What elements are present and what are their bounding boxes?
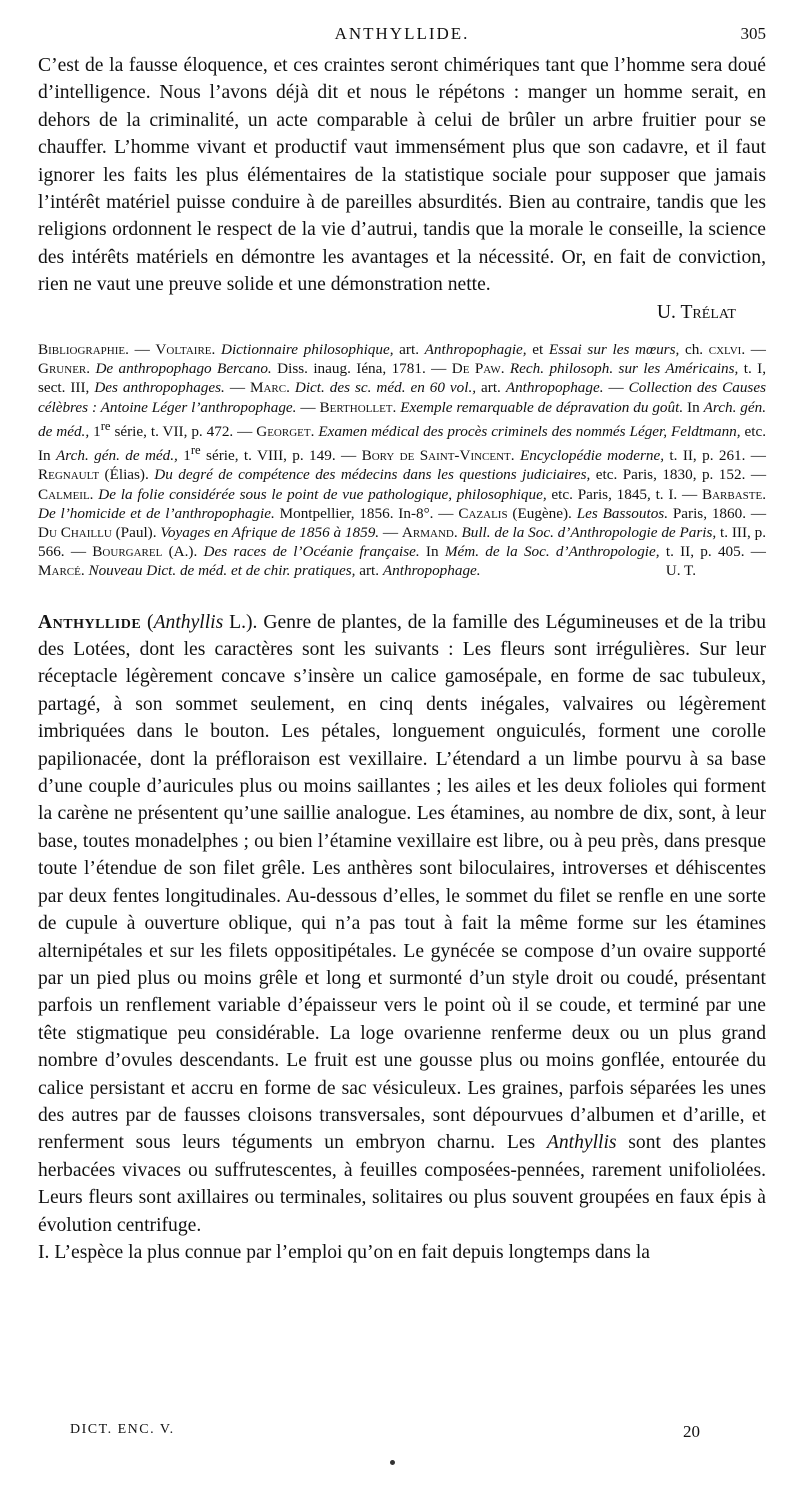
biblio-author: Armand. bbox=[401, 524, 458, 542]
author-signature: U. Trélat bbox=[656, 301, 736, 323]
signature-line bbox=[38, 299, 766, 326]
biblio-title: Anthropophage. bbox=[382, 562, 481, 580]
biblio-title: Arch. gén. de méd., bbox=[56, 447, 178, 465]
article-text: Genre de plantes, de la famille des Légumineuses et de la tribu des Lotées, dont les caractères sont les suivants : Les fleurs sont irrégulières. Sur leur réceptacle légèrement concave s’insère un calice gamosépale, en forme de sac tubuleux, partagé, à son sommet seulement, en cinq dents inégales, valvaires ou légèrement imbriquées dans le bouton. Les pétales, longuement onguiculés, forment une corolle papilionacée, dont la préfloraison est vexillaire. L’étendard a un limbe pourvu à sa base d’une couple d’auricules plus ou moins saillantes ; les ailes et les deux folioles qui forment la carène ne présentent qu’une saillie analogue. Les étamines, au nombre de dix, sont, à leur base, toutes monadelphes ; ou bien l’étamine vexillaire est libre, ou à peu près, dans presque toute l’étendue de son filet grêle. Les anthères sont biloculaires, introverses et déhiscentes par deux fentes longitudinales. Au-dessous d’elles, le sommet du filet se renfle en une sorte de cupule à ouverture oblique, qui n’a pas tout à fait la même forme sur les étamines alternipétales et sur les filets oppositipétales. Le gynécée se compose d’un ovaire supporté par un pied plus ou moins grêle et long et surmonté d’un style droit ou coudé, présentant parfois un renflement variable d’épaisseur vers le point où il se coude, et terminé par une tête stigmatique peu considérable. La loge ovarienne renferme deux ou un plus grand nombre d’ovules descendants. Le fruit est une gousse plus ou moins gonflée, entourée du calice persistant et accru en forme de sac vésiculeux. Les graines, parfois séparées les unes des autres par de fausses cloisons transversales, sont dépourvues d’albumen et d’arille, et renferment sous leurs téguments un embryon charnu. Les bbox=[38, 611, 766, 1154]
biblio-initials: U. T. bbox=[665, 562, 696, 580]
biblio-author: Marcé. bbox=[38, 562, 85, 580]
biblio-author: Du Chaillu bbox=[38, 524, 112, 542]
biblio-title: Du degré de compétence des médecins dans les questions judiciaires, bbox=[154, 466, 591, 484]
biblio-title: Rech. philosoph. sur les Américains, bbox=[504, 360, 739, 378]
biblio-author: Voltaire. bbox=[155, 341, 216, 359]
article-anthyllide: Anthyllide (Anthyllis L.). Genre de plantes, de la famille des Légumineuses et de la tribu des Lotées, dont les caractères sont les suivants : Les fleurs sont irrégulières. Sur leur réceptacle légèrement concave s’insère un calice gamosépale, en forme de sac tubuleux, partagé, à son sommet seulement, en cinq dents inégales, valvaires ou légèrement imbriquées dans le bouton. Les pétales, longuement onguiculés, forment une corolle papilionacée, dont la préfloraison est vexillaire. L’étendard a un limbe pourvu à sa base d’une couple d’auricules plus ou moins saillantes ; les ailes et les deux folioles qui forment la carène ne présentent qu’une saillie analogue. Les étamines, au nombre de dix, sont, à leur base, toutes monadelphes ; ou bien l’étamine vexillaire est libre, ou à peu près, dans presque toute l’étendue de son filet grêle. Les anthères sont biloculaires, introverses et déhiscentes par deux fentes longitudinales. Au-dessous d’elles, le sommet du filet se renfle en une sorte de cupule à ouverture oblique, qui n’a pas tout à fait la même forme sur les étamines alternipétales et sur les filets oppositipétales. Le gynécée se compose d’un ovaire supporté par un pied plus ou moins grêle et long et surmonté d’un style droit ou coudé, présentant parfois un renflement variable d’épaisseur vers le point où il se coude, et terminé par une tête stigmatique peu considérable. La loge ovarienne renferme deux ou un plus grand nombre d’ovules descendants. Le fruit est une gousse plus ou moins gonflée, entourée du calice persistant et accru en forme de sac vésiculeux. Les graines, parfois séparées les unes des autres par de fausses cloisons transversales, sont dépourvues d’albumen et d’arille, et renferment sous leurs téguments un embryon charnu. Les Anthyllis sont des plantes herbacées vivaces ou suffrutescentes, à feuilles composées-pennées, rarement unifoliolées. Leurs fleurs sont axillaires ou terminales, solitaires ou plus souvent groupées en faux épis à évolution centrifuge. bbox=[38, 611, 766, 1236]
latin-genus-name: Anthyllis bbox=[546, 1132, 617, 1154]
biblio-title: Exemple remarquable de dépravation du goût. bbox=[396, 398, 684, 416]
biblio-title: Mém. de la Soc. d’Anthropologie, bbox=[444, 543, 660, 561]
biblio-author: Georget. bbox=[256, 422, 315, 440]
printer-dot bbox=[390, 1460, 395, 1465]
biblio-author: Regnault bbox=[38, 466, 100, 484]
running-header bbox=[38, 24, 766, 52]
biblio-author: Bory de Saint-Vincent. bbox=[361, 447, 515, 465]
latin-genus-name: Anthyllis bbox=[153, 611, 224, 633]
biblio-title: Dictionnaire philosophique, bbox=[215, 341, 394, 359]
biblio-title: Des races de l’Océanie française. bbox=[203, 543, 420, 561]
biblio-title: Dict. des sc. méd. en 60 vol., bbox=[289, 379, 477, 397]
biblio-title: Des anthropophages. bbox=[94, 379, 225, 397]
biblio-title: Nouveau Dict. de méd. et de chir. pratiques, bbox=[84, 562, 356, 580]
biblio-title: Anthropophagie, bbox=[424, 341, 527, 359]
article-headword: Anthyllide bbox=[38, 611, 142, 633]
biblio-title: Les Bassoutos. bbox=[576, 504, 669, 522]
sheet-number: 20 bbox=[683, 1422, 700, 1441]
biblio-author: Gruner. bbox=[38, 360, 91, 378]
biblio-title: Arch. gén. de méd., bbox=[38, 398, 767, 440]
biblio-author: De Paw. bbox=[451, 360, 505, 378]
intro-paragraph bbox=[38, 52, 766, 299]
biblio-author: Marc. bbox=[249, 379, 290, 397]
biblio-title: Voyages en Afrique de 1856 à 1859. bbox=[160, 524, 380, 542]
biblio-author: Calmeil. bbox=[38, 485, 94, 503]
biblio-author: Berthollet. bbox=[319, 398, 397, 416]
biblio-title: De la folie considérée sous le point de vue pathologique, philosophique, bbox=[93, 485, 547, 503]
biblio-title: Encyclopédie moderne, bbox=[514, 447, 665, 465]
biblio-title: De l’homicide et de l’anthropophagie. bbox=[38, 504, 275, 522]
biblio-title: Essai sur les mœurs, bbox=[548, 341, 680, 359]
biblio-title: Examen médical des procès criminels des nommés Léger, Feldtmann, bbox=[314, 422, 741, 440]
bibliography: Bibliographie. — Voltaire. Dictionnaire philosophique, art. Anthropophagie, et Essai sur les mœurs, ch. cxlvi. — Gruner. De anthropophago Bercano. Diss. inaug. Iéna, 1781. — De Paw. Rech. philosoph. sur les Américains, t. I, sect. III, Des anthropophages. — Marc. Dict. des sc. méd. en 60 vol., art. Anthropophage. — Collection des Causes célèbres : Antoine Léger l’anthropophage. — Berthollet. Exemple remarquable de dépravation du goût. In Arch. gén. de méd., 1re série, t. VII, p. 472. — Georget. Examen médical des procès criminels des nommés Léger, Feldtmann, etc. In Arch. gén. de méd., 1re série, t. VIII, p. 149. — Bory de Saint-Vincent. Encyclopédie moderne, t. II, p. 261. — Regnault (Élias). Du degré de compétence des médecins dans les questions judiciaires, etc. Paris, 1830, p. 152. — Calmeil. De la folie considérée sous le point de vue pathologique, philosophique, etc. Paris, 1845, t. I. — Barbaste. De l’homicide et de l’anthropophagie. Montpellier, 1856. In-8°. — Cazalis (Eugène). Les Bassoutos. Paris, 1860. — Du Chaillu (Paul). Voyages en Afrique de 1856 à 1859. — Armand. Bull. de la Soc. d’Anthropologie de Paris, t. III, p. 566. — Bourgarel (A.). Des races de l’Océanie française. In Mém. de la Soc. d’Anthropologie, t. II, p. 405. — Marcé. Nouveau Dict. de méd. et de chir. pratiques, art. Anthropophage. U. T. bbox=[38, 341, 767, 580]
page bbox=[38, 24, 766, 1266]
signature-mark: DICT. ENC. V. bbox=[70, 1422, 175, 1437]
biblio-author: Barbaste. bbox=[701, 485, 766, 503]
biblio-title: Bull. de la Soc. d’Anthropologie de Paris, bbox=[457, 524, 717, 542]
biblio-heading: Bibliographie. bbox=[38, 341, 129, 359]
biblio-title: De anthropophago Bercano. bbox=[90, 360, 272, 378]
page-number: 305 bbox=[740, 24, 766, 43]
biblio-title: Collection des Causes célèbres : Antoine Léger l’anthropophage. bbox=[38, 379, 766, 416]
intro-text: C’est de la fausse éloquence, et ces craintes seront chimériques tant que l’homme sera doué d’intelligence. Nous l’avons déjà dit et nous le répétons : manger un homme serait, en dehors de la criminalité, un acte comparable à celui de brûler un arbre fruitier pour se chauffer. L’homme vivant et productif vaut immensément plus que son cadavre, et il faut ignorer les faits les plus élémentaires de la statistique sociale pour supposer que jamais l’intérêt matériel puisse conduire à de pareilles absurdités. Bien au contraire, tandis que les religions ordonnent le respect de la vie d’autrui, tandis que la morale le conseille, la science des intérêts matériels en démontre les avantages et la nécessité. Or, en fait de conviction, rien ne vaut une preuve solide et une démonstration nette. bbox=[38, 55, 766, 296]
page-footer bbox=[70, 1422, 700, 1442]
running-title: ANTHYLLIDE. bbox=[334, 24, 470, 43]
article-next-paragraph: I. L’espèce la plus connue par l’emploi qu’on en fait depuis longtemps dans la bbox=[38, 1241, 650, 1263]
biblio-title: Anthropophage. bbox=[505, 379, 604, 397]
biblio-author: Cazalis bbox=[458, 504, 508, 522]
article-text: sont des plantes herbacées vivaces ou suffrutescentes, à feuilles composées-pennées, rarement unifoliolées. Leurs fleurs sont axillaires ou terminales, solitaires ou plus souvent groupées en faux épis à évolution centrifuge. bbox=[38, 1132, 766, 1236]
biblio-author: Bourgarel bbox=[92, 543, 163, 561]
